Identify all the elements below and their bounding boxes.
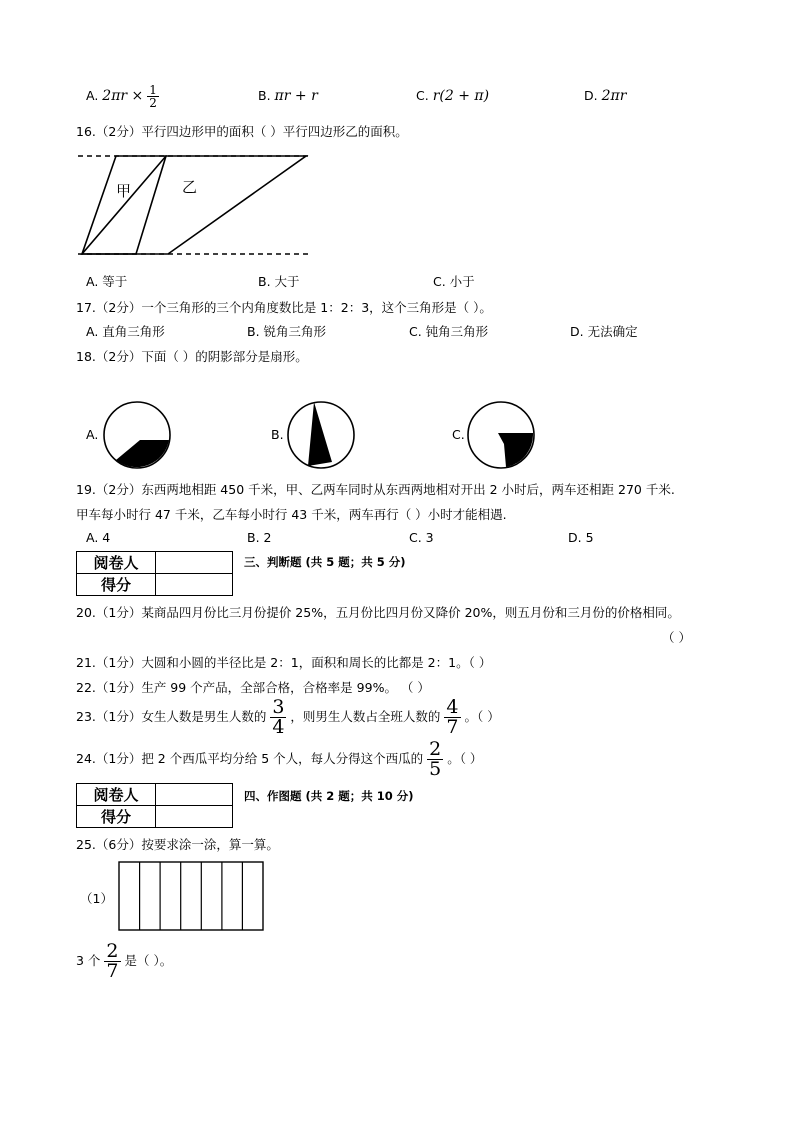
score-field[interactable] bbox=[156, 574, 233, 596]
q15-option-a-expr: 2πr × bbox=[102, 88, 144, 104]
label-jia: 甲 bbox=[116, 182, 132, 200]
q23-fraction-1: $\frac{3}{4}$ bbox=[272, 696, 285, 738]
q16-parallelogram-figure bbox=[76, 148, 316, 260]
label-yi: 乙 bbox=[182, 178, 198, 196]
q23-stem: 23.（1分）女生人数是男生人数的 $\frac{3}{4}$ ，则男生人数占全班人数的 $\frac{4}{7}$ 。（ ） bbox=[76, 696, 500, 738]
reviewer-field[interactable] bbox=[156, 784, 233, 806]
q15-option-a-fraction: $\frac{1}{2}$ bbox=[149, 83, 157, 110]
q23-fraction-2: $\frac{4}{7}$ bbox=[446, 696, 459, 738]
q25-fraction: $\frac{2}{7}$ bbox=[106, 940, 119, 982]
score-label: 得分 bbox=[77, 806, 156, 828]
q17-option-d: D. 无法确定 bbox=[570, 324, 638, 339]
q25-stem: 25.（6分）按要求涂一涂，算一算。 bbox=[76, 837, 279, 852]
q20-stem: 20.（1分）某商品四月份比三月份提价 25%，五月份比四月份又降价 20%，则五月份和三月份的价格相同。 bbox=[76, 605, 680, 620]
q24-stem: 24.（1分）把 2 个西瓜平均分给 5 个人，每人分得这个西瓜的 $\frac{2}{5}$ 。（ ） bbox=[76, 738, 483, 780]
q18-option-c-circle bbox=[466, 400, 536, 470]
q25-rectangle-grid[interactable] bbox=[118, 861, 266, 933]
q17-stem: 17.（2分）一个三角形的三个内角度数比是 1：2：3，这个三角形是（ ）。 bbox=[76, 300, 492, 315]
q15-option-b: B. πr + r bbox=[258, 88, 318, 104]
q24-fraction: $\frac{2}{5}$ bbox=[429, 738, 442, 780]
score-box-section-4 bbox=[76, 783, 233, 828]
q25-answer: 3 个 $\frac{2}{7}$ 是（ ）。 bbox=[76, 940, 173, 982]
q19-stem-line2: 甲车每小时行 47 千米，乙车每小时行 43 千米，两车再行（ ）小时才能相遇. bbox=[76, 507, 507, 522]
q21-stem: 21.（1分）大圆和小圆的半径比是 2：1，面积和周长的比都是 2：1。（ ） bbox=[76, 655, 492, 670]
reviewer-field[interactable] bbox=[156, 552, 233, 574]
q18-option-b-circle bbox=[286, 400, 356, 470]
q16-option-a: A. 等于 bbox=[86, 274, 128, 289]
q16-option-c: C. 小于 bbox=[433, 274, 475, 289]
reviewer-label: 阅卷人 bbox=[77, 552, 156, 574]
reviewer-label: 阅卷人 bbox=[77, 784, 156, 806]
q18-option-c-label: C. bbox=[452, 427, 465, 442]
q17-option-a: A. 直角三角形 bbox=[86, 324, 165, 339]
score-field[interactable] bbox=[156, 806, 233, 828]
q19-option-c: C. 3 bbox=[409, 530, 434, 545]
section-3-title: 三、判断题 (共 5 题；共 5 分) bbox=[244, 555, 406, 569]
q18-option-a-label: A. bbox=[86, 427, 99, 442]
q19-option-d: D. 5 bbox=[568, 530, 594, 545]
q18-option-b-label: B. bbox=[271, 427, 284, 442]
q20-answer-blank[interactable]: （ ） bbox=[662, 630, 691, 645]
section-4-title: 四、作图题 (共 2 题；共 10 分) bbox=[244, 789, 414, 803]
q19-option-b: B. 2 bbox=[247, 530, 272, 545]
q25-part-label: （1） bbox=[80, 891, 113, 906]
score-box-section-3 bbox=[76, 551, 233, 596]
q18-option-a-circle bbox=[102, 400, 172, 470]
q17-option-c: C. 钝角三角形 bbox=[409, 324, 489, 339]
parallelogram-yi bbox=[82, 156, 306, 254]
q22-stem: 22.（1分）生产 99 个产品，全部合格，合格率是 99%。 （ ） bbox=[76, 680, 430, 695]
q18-stem: 18.（2分）下面（ ）的阴影部分是扇形。 bbox=[76, 349, 308, 364]
q16-stem: 16.（2分）平行四边形甲的面积（ ）平行四边形乙的面积。 bbox=[76, 124, 408, 139]
score-label: 得分 bbox=[77, 574, 156, 596]
q19-option-a: A. 4 bbox=[86, 530, 111, 545]
q19-stem-line1: 19.（2分）东西两地相距 450 千米，甲、乙两车同时从东西两地相对开出 2 小时后，两车还相距 270 千米. bbox=[76, 482, 675, 497]
q15-option-d: D. 2πr bbox=[584, 88, 627, 104]
q16-option-b: B. 大于 bbox=[258, 274, 300, 289]
q15-option-a: A. 2πr × $\frac{1}{2}$ bbox=[86, 83, 157, 110]
q17-option-b: B. 锐角三角形 bbox=[247, 324, 327, 339]
q15-option-c: C. r(2 + π) bbox=[416, 88, 490, 104]
